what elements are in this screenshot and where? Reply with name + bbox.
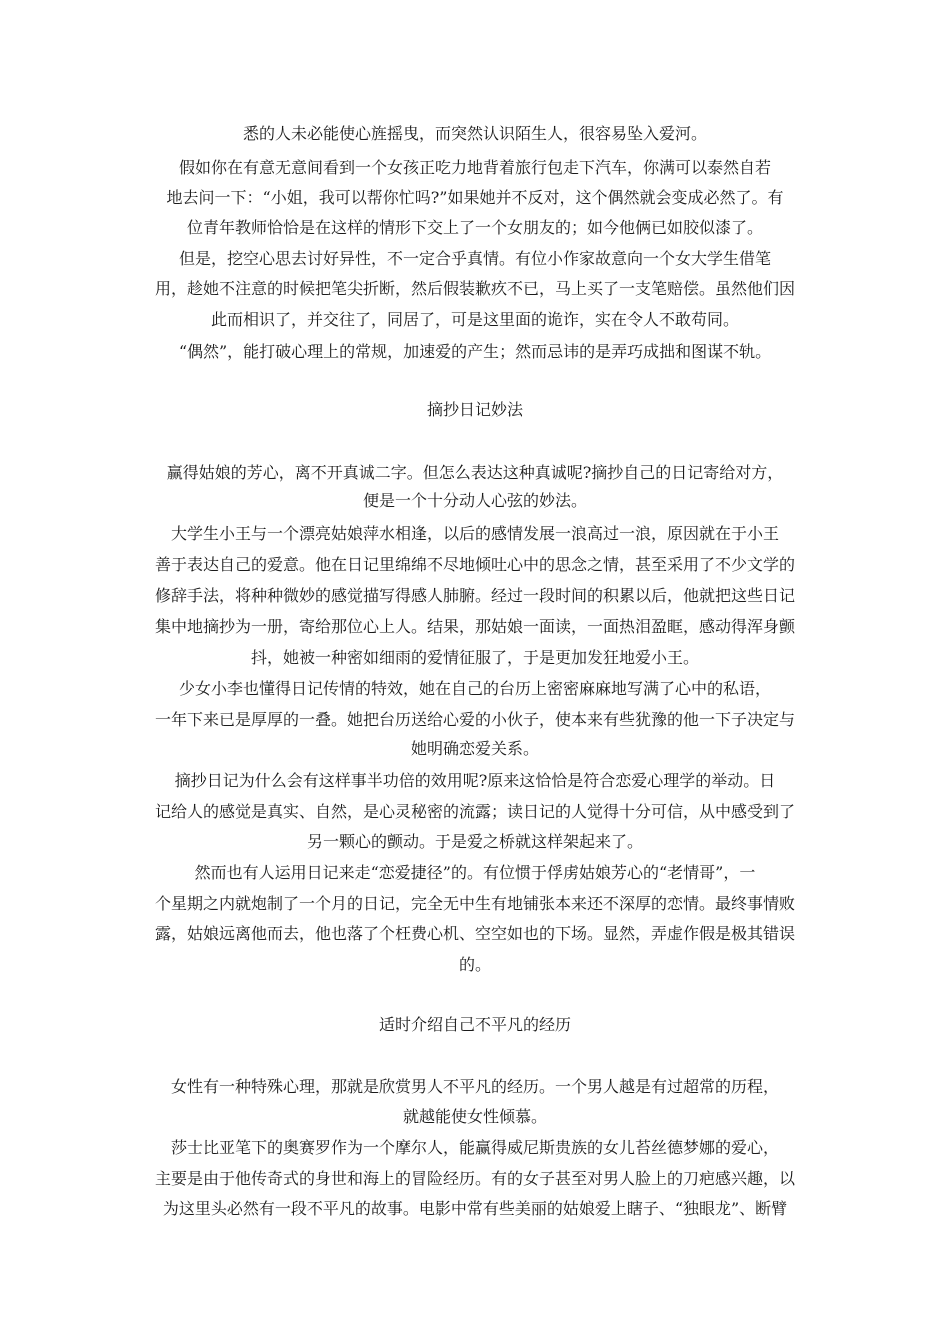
text-line: 女性有一种特殊心理，那就是欣赏男人不平凡的经历。一个男人越是有过超常的历程， [170, 1077, 779, 1096]
text-line: 摘抄日记为什么会有这样事半功倍的效用呢?原来这恰恰是符合恋爱心理学的举动。日 [174, 771, 776, 790]
text-line: 大学生小王与一个漂亮姑娘萍水相逢，以后的感情发展一浪高过一浪，原因就在于小王 [170, 524, 779, 543]
text-line: 就越能使女性倾慕。 [402, 1107, 547, 1126]
text-line: 然而也有人运用日记来走“恋爱捷径”的。有位惯于俘虏姑娘芳心的“老情哥”，一 [194, 863, 756, 882]
text-line: 赢得姑娘的芳心，离不开真诚二字。但怎么表达这种真诚呢?摘抄自己的日记寄给对方， [166, 463, 784, 482]
text-line: 用，趁她不注意的时候把笔尖折断，然后假装歉疚不已，马上买了一支笔赔偿。虽然他们因 [154, 279, 795, 298]
text-line: 抖，她被一种密如细雨的爱情征服了，于是更加发狂地爱小王。 [250, 648, 699, 667]
text-line: 少女小李也懂得日记传情的特效，她在自己的台历上密密麻麻地写满了心中的私语， [178, 679, 771, 698]
section-heading: 适时介绍自己不平凡的经历 [378, 1015, 571, 1034]
text-line: “偶然”，能打破心理上的常规，加速爱的产生；然而忌讳的是弄巧成拙和图谋不轨。 [178, 342, 772, 361]
text-line: 假如你在有意无意间看到一个女孩正吃力地背着旅行包走下汽车，你满可以泰然自若 [178, 158, 771, 177]
text-line: 便是一个十分动人心弦的妙法。 [362, 491, 587, 510]
text-line: 一年下来已是厚厚的一叠。她把台历送给心爱的小伙子，使本来有些犹豫的他一下子决定与 [154, 710, 795, 729]
section-heading: 摘抄日记妙法 [426, 400, 523, 419]
text-line: 个星期之内就炮制了一个月的日记，完全无中生有地铺张本来还不深厚的恋情。最终事情败 [154, 894, 795, 913]
text-line: 她明确恋爱关系。 [410, 739, 539, 758]
text-line: 记给人的感觉是真实、自然，是心灵秘密的流露；读日记的人觉得十分可信，从中感受到了 [154, 802, 795, 821]
text-line: 悉的人未必能使心旌摇曳，而突然认识陌生人，很容易坠入爱河。 [242, 124, 707, 143]
text-line: 集中地摘抄为一册，寄给那位心上人。结果，那姑娘一面读，一面热泪盈眶，感动得浑身颤 [154, 617, 795, 636]
text-line: 位青年教师恰恰是在这样的情形下交上了一个女朋友的；如今他俩已如胶似漆了。 [186, 218, 763, 237]
text-line: 莎士比亚笔下的奥赛罗作为一个摩尔人，能赢得威尼斯贵族的女儿苔丝德梦娜的爱心， [170, 1138, 779, 1157]
text-line: 地去问一下：“小姐，我可以帮你忙吗?”如果她并不反对，这个偶然就会变成必然了。有 [166, 188, 784, 207]
text-line: 善于表达自己的爱意。他在日记里绵绵不尽地倾吐心中的思念之情，甚至采用了不少文学的 [154, 555, 795, 574]
text-line: 为这里头必然有一段不平凡的故事。电影中常有些美丽的姑娘爱上瞎子、“独眼龙”、断臂 [162, 1199, 788, 1218]
text-line: 修辞手法，将种种微妙的感觉描写得感人肺腑。经过一段时间的积累以后，他就把这些日记 [154, 586, 795, 605]
text-line: 另一颗心的颤动。于是爱之桥就这样架起来了。 [306, 832, 643, 851]
text-line: 露，姑娘远离他而去，他也落了个枉费心机、空空如也的下场。显然，弄虚作假是极其错误 [154, 924, 795, 943]
text-line: 的。 [458, 955, 491, 974]
text-line: 但是，挖空心思去讨好异性，不一定合乎真情。有位小作家故意向一个女大学生借笔 [178, 249, 771, 268]
text-line: 此而相识了，并交往了，同居了，可是这里面的诡诈，实在令人不敢苟同。 [210, 310, 739, 329]
text-line: 主要是由于他传奇式的身世和海上的冒险经历。有的女子甚至对男人脸上的刀疤感兴趣，以 [154, 1169, 795, 1188]
